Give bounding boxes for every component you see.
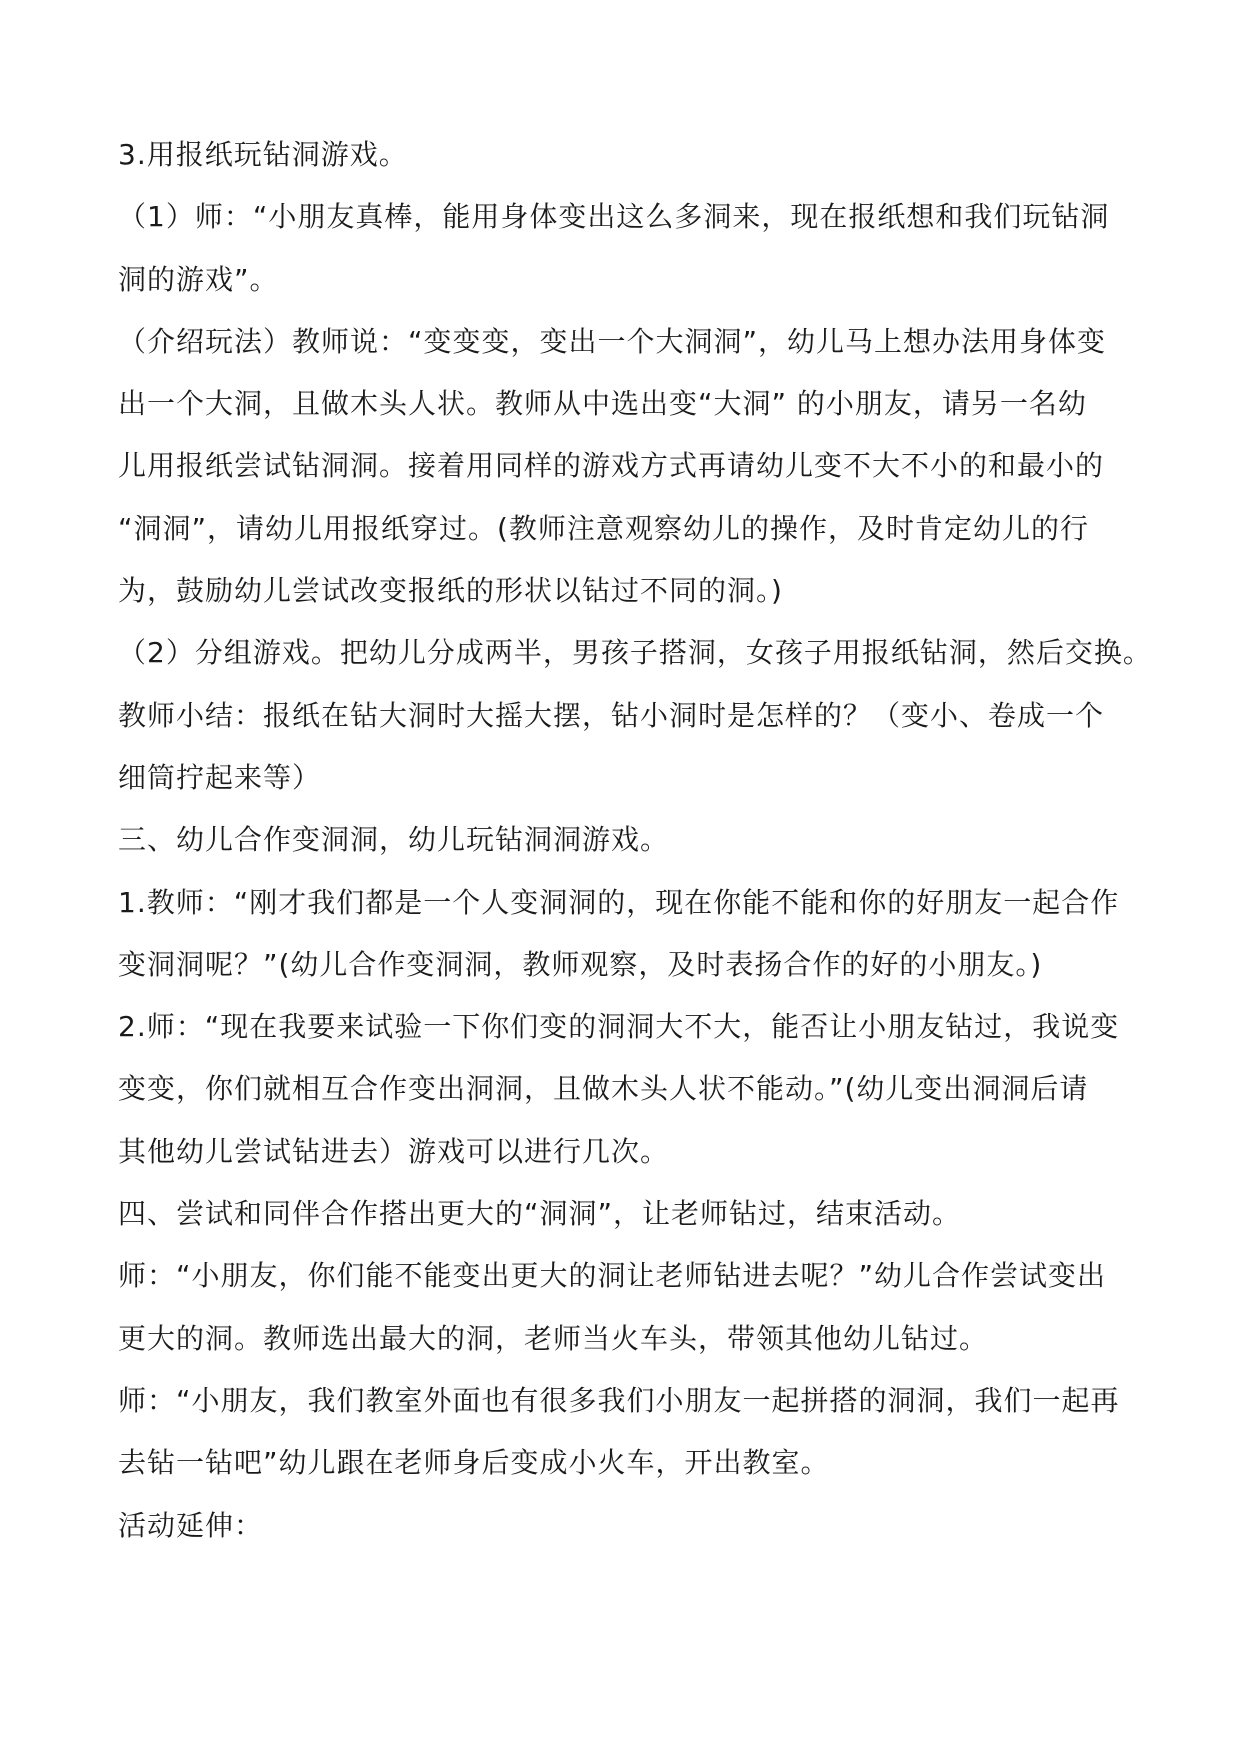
text-line: （介绍玩法）教师说：“变变变，变出一个大洞洞”，幼儿马上想办法用身体变 <box>118 324 1107 358</box>
section-heading: 三、幼儿合作变洞洞，幼儿玩钻洞洞游戏。 <box>118 823 670 857</box>
text-line: 师：“小朋友，你们能不能变出更大的洞让老师钻进去呢？”幼儿合作尝试变出 <box>118 1259 1107 1293</box>
text-line: 3.用报纸玩钻洞游戏。 <box>118 138 408 171</box>
text-line: 师：“小朋友，我们教室外面也有很多我们小朋友一起拼搭的洞洞，我们一起再 <box>118 1383 1120 1417</box>
section-heading: 四、尝试和同伴合作搭出更大的“洞洞”，让老师钻过，结束活动。 <box>118 1197 962 1231</box>
text-line: 儿用报纸尝试钻洞洞。接着用同样的游戏方式再请幼儿变不大不小的和最小的 <box>118 449 1105 483</box>
text-line: 教师小结：报纸在钻大洞时大摇大摆，钻小洞时是怎样的？（变小、卷成一个 <box>118 698 1105 732</box>
text-line: 1.教师：“刚才我们都是一个人变洞洞的，现在你能不能和你的好朋友一起合作 <box>118 885 1120 919</box>
text-line: “洞洞”，请幼儿用报纸穿过。(教师注意观察幼儿的操作，及时肯定幼儿的行 <box>118 511 1089 545</box>
text-line: 出一个大洞，且做木头人状。教师从中选出变“大洞” 的小朋友，请另一名幼 <box>118 387 1087 421</box>
text-line: 其他幼儿尝试钻进去）游戏可以进行几次。 <box>118 1134 670 1168</box>
text-line: 变变，你们就相互合作变出洞洞，且做木头人状不能动。”(幼儿变出洞洞后请 <box>118 1072 1089 1106</box>
text-line: 2.师：“现在我要来试验一下你们变的洞洞大不大，能否让小朋友钻过，我说变 <box>118 1010 1120 1044</box>
text-line: （2）分组游戏。把幼儿分成两半，男孩子搭洞，女孩子用报纸钻洞，然后交换。 <box>118 636 1152 670</box>
text-line: 变洞洞呢？”(幼儿合作变洞洞，教师观察，及时表扬合作的好的小朋友。) <box>118 947 1043 981</box>
text-line: 细筒拧起来等） <box>118 760 322 794</box>
text-line: （1）师：“小朋友真棒，能用身体变出这么多洞来，现在报纸想和我们玩钻洞 <box>118 200 1110 234</box>
document-body <box>118 124 1152 1557</box>
section-heading: 活动延伸： <box>118 1508 264 1542</box>
text-line: 去钻一钻吧”幼儿跟在老师身后变成小火车，开出教室。 <box>118 1446 830 1480</box>
text-line: 更大的洞。教师选出最大的洞，老师当火车头，带领其他幼儿钻过。 <box>118 1321 989 1355</box>
text-line: 洞的游戏”。 <box>118 262 279 296</box>
text-line: 为，鼓励幼儿尝试改变报纸的形状以钻过不同的洞。) <box>118 574 783 608</box>
